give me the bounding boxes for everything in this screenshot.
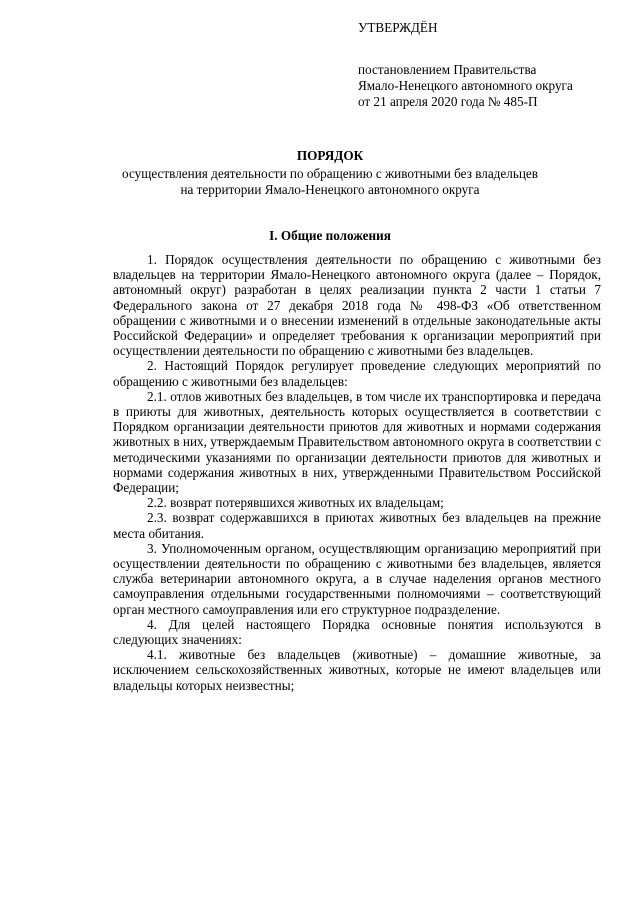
approval-stamp <box>358 20 573 110</box>
paragraph: 2. Настоящий Порядок регулирует проведение следующих мероприятий по обращению с животными без владельцев: <box>113 358 601 389</box>
approval-line: от 21 апреля 2020 года № 485-П <box>358 94 538 109</box>
paragraph: 4. Для целей настоящего Порядка основные понятия используются в следующих значениях: <box>113 616 601 648</box>
document-title: ПОРЯДОК <box>296 148 364 163</box>
document-subtitle: на территории Ямало-Ненецкого автономного округа <box>180 182 480 197</box>
paragraph: 1. Порядок осуществления деятельности по обращению с животными без владельцев на территории Ямало-Ненецкого автономного округа (далее – Порядок, автономный округ) разработан в целях реализации пункта 2 части 1 статьи 7 Федерального закона от 27 декабря 2018 года № 498-ФЗ «Об ответственном обращении с животными и о внесении изменений в отдельные законодательные акты Российской Федерации» и определяет требования к организации мероприятий при осуществлении деятельности по обращению с животными без владельцев. <box>113 252 601 359</box>
approval-heading: УТВЕРЖДЁН <box>358 20 438 35</box>
approval-line: Ямало-Ненецкого автономного округа <box>358 78 573 93</box>
approval-line: постановлением Правительства <box>358 62 537 77</box>
paragraph: 4.1. животные без владельцев (животные) – домашние животные, за исключением сельскохозяйственных животных, которые не имеют владельцев или владельцы которых неизвестны; <box>113 647 601 693</box>
document-subtitle: осуществления деятельности по обращению с животными без владельцев <box>122 166 538 181</box>
section-heading: I. Общие положения <box>269 228 391 243</box>
document-body <box>113 252 601 693</box>
paragraph: 2.1. отлов животных без владельцев, в том числе их транспортировка и передача в приюты для животных, деятельность которых осуществляется в соответствии с Порядком организации деятельности приютов для животных и нормами содержания животных в них, утверждаемым Правительством автономного округа в соответствии с методическими указаниями по организации деятельности приютов для животных и нормами содержания животных в них, утвержденными Правительством Российской Федерации; <box>113 388 601 496</box>
document-title-block <box>60 148 600 198</box>
paragraph: 2.3. возврат содержавшихся в приютах животных без владельцев на прежние места обитания. <box>113 510 601 541</box>
paragraph: 2.2. возврат потерявшихся животных их владельцам; <box>147 495 444 511</box>
paragraph: 3. Уполномоченным органом, осуществляющим организацию мероприятий при осуществлении деятельности по обращению с животными без владельцев, является служба ветеринарии автономного округа, а в случае наделения органов местного самоуправления отдельными государственными полномочиями – соответствующий орган местного самоуправления или его структурное подразделение. <box>113 540 601 617</box>
